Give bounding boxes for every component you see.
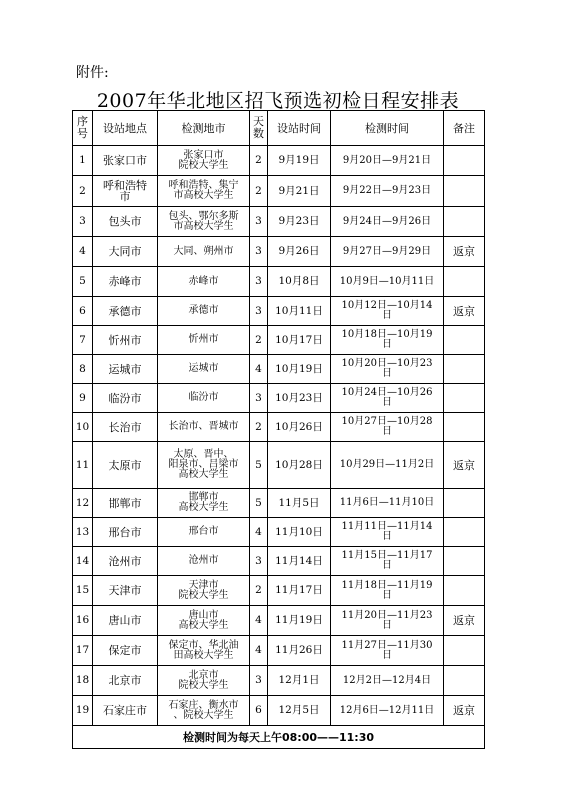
row-site: 北京市 <box>93 666 158 696</box>
table-row <box>73 547 485 576</box>
row-site: 邢台市 <box>93 518 158 547</box>
row-check-date: 10月29日—11月2日 <box>331 442 444 489</box>
table-row <box>73 489 485 518</box>
row-setup-date: 9月21日 <box>268 176 331 207</box>
row-number: 8 <box>73 355 93 384</box>
col-header-days: 天 数 <box>250 111 268 146</box>
row-setup-date: 10月28日 <box>268 442 331 489</box>
table-row <box>73 237 485 267</box>
row-cities: 承德市 <box>158 297 250 326</box>
row-number: 2 <box>73 176 93 207</box>
table-row <box>73 518 485 547</box>
row-days: 2 <box>250 176 268 207</box>
row-check-date: 11月27日—11月30 日 <box>331 636 444 666</box>
row-days: 2 <box>250 146 268 176</box>
row-check-date: 9月24日—9月26日 <box>331 207 444 237</box>
row-note: 返京 <box>444 297 485 326</box>
row-number: 1 <box>73 146 93 176</box>
row-note <box>444 489 485 518</box>
row-cities: 保定市、华北油 田高校大学生 <box>158 636 250 666</box>
table-header-row <box>73 111 485 146</box>
row-cities: 呼和浩特、集宁 市高校大学生 <box>158 176 250 207</box>
row-check-date: 10月27日—10月28 日 <box>331 413 444 442</box>
table-row <box>73 146 485 176</box>
row-note <box>444 355 485 384</box>
row-note <box>444 576 485 606</box>
row-setup-date: 11月17日 <box>268 576 331 606</box>
row-setup-date: 12月5日 <box>268 696 331 726</box>
row-check-date: 10月12日—10月14 日 <box>331 297 444 326</box>
row-note <box>444 267 485 297</box>
row-site: 运城市 <box>93 355 158 384</box>
row-note <box>444 384 485 413</box>
table-row <box>73 207 485 237</box>
row-setup-date: 9月26日 <box>268 237 331 267</box>
table-row <box>73 326 485 355</box>
row-days: 3 <box>250 666 268 696</box>
row-number: 17 <box>73 636 93 666</box>
table-row <box>73 696 485 726</box>
row-days: 3 <box>250 267 268 297</box>
row-cities: 张家口市 院校大学生 <box>158 146 250 176</box>
row-setup-date: 10月26日 <box>268 413 331 442</box>
row-days: 4 <box>250 606 268 636</box>
row-cities: 赤峰市 <box>158 267 250 297</box>
row-days: 6 <box>250 696 268 726</box>
table-row <box>73 297 485 326</box>
row-cities: 沧州市 <box>158 547 250 576</box>
row-note <box>444 413 485 442</box>
row-cities: 邯郸市 高校大学生 <box>158 489 250 518</box>
row-site: 天津市 <box>93 576 158 606</box>
row-days: 4 <box>250 636 268 666</box>
row-note <box>444 176 485 207</box>
col-header-cities: 检测地市 <box>158 111 250 146</box>
row-number: 14 <box>73 547 93 576</box>
row-number: 10 <box>73 413 93 442</box>
row-setup-date: 11月26日 <box>268 636 331 666</box>
table-row <box>73 355 485 384</box>
row-note <box>444 207 485 237</box>
row-site: 石家庄市 <box>93 696 158 726</box>
row-number: 16 <box>73 606 93 636</box>
row-days: 4 <box>250 518 268 547</box>
row-check-date: 12月2日—12月4日 <box>331 666 444 696</box>
row-setup-date: 10月23日 <box>268 384 331 413</box>
row-days: 3 <box>250 547 268 576</box>
schedule-table <box>72 110 485 749</box>
table-row <box>73 413 485 442</box>
row-site: 赤峰市 <box>93 267 158 297</box>
row-note: 返京 <box>444 696 485 726</box>
row-cities: 唐山市 高校大学生 <box>158 606 250 636</box>
row-days: 3 <box>250 207 268 237</box>
row-setup-date: 11月19日 <box>268 606 331 636</box>
col-header-number: 序 号 <box>73 111 93 146</box>
row-site: 忻州市 <box>93 326 158 355</box>
table-row <box>73 267 485 297</box>
row-cities: 太原、晋中、 阳泉市、吕梁市 高校大学生 <box>158 442 250 489</box>
row-number: 15 <box>73 576 93 606</box>
row-site: 长治市 <box>93 413 158 442</box>
row-check-date: 9月22日—9月23日 <box>331 176 444 207</box>
row-setup-date: 10月17日 <box>268 326 331 355</box>
row-cities: 临汾市 <box>158 384 250 413</box>
table-row <box>73 636 485 666</box>
row-setup-date: 11月14日 <box>268 547 331 576</box>
row-check-date: 10月18日—10月19 日 <box>331 326 444 355</box>
row-days: 5 <box>250 442 268 489</box>
row-note: 返京 <box>444 606 485 636</box>
row-days: 3 <box>250 237 268 267</box>
row-number: 12 <box>73 489 93 518</box>
col-header-site: 设站地点 <box>93 111 158 146</box>
row-site: 大同市 <box>93 237 158 267</box>
row-number: 11 <box>73 442 93 489</box>
row-note <box>444 547 485 576</box>
schedule-rows <box>73 146 485 726</box>
row-cities: 运城市 <box>158 355 250 384</box>
row-cities: 忻州市 <box>158 326 250 355</box>
row-days: 5 <box>250 489 268 518</box>
row-check-date: 11月18日—11月19 日 <box>331 576 444 606</box>
row-number: 7 <box>73 326 93 355</box>
footer-note: 检测时间为每天上午08:00——11:30 <box>73 726 485 749</box>
table-row <box>73 384 485 413</box>
row-note <box>444 146 485 176</box>
row-check-date: 11月15日—11月17 日 <box>331 547 444 576</box>
row-site: 保定市 <box>93 636 158 666</box>
row-cities: 大同、朔州市 <box>158 237 250 267</box>
row-setup-date: 10月19日 <box>268 355 331 384</box>
row-setup-date: 11月5日 <box>268 489 331 518</box>
row-setup-date: 11月10日 <box>268 518 331 547</box>
row-number: 3 <box>73 207 93 237</box>
row-number: 5 <box>73 267 93 297</box>
row-days: 2 <box>250 326 268 355</box>
table-row <box>73 176 485 207</box>
row-number: 4 <box>73 237 93 267</box>
row-cities: 天津市 院校大学生 <box>158 576 250 606</box>
attachment-label: 附件: <box>76 65 109 81</box>
row-check-date: 12月6日—12月11日 <box>331 696 444 726</box>
table-row <box>73 442 485 489</box>
row-cities: 长治市、晋城市 <box>158 413 250 442</box>
row-check-date: 10月20日—10月23 日 <box>331 355 444 384</box>
row-site: 临汾市 <box>93 384 158 413</box>
row-site: 太原市 <box>93 442 158 489</box>
col-header-setup-date: 设站时间 <box>268 111 331 146</box>
row-check-date: 11月20日—11月23 日 <box>331 606 444 636</box>
row-days: 3 <box>250 384 268 413</box>
row-number: 13 <box>73 518 93 547</box>
row-note <box>444 636 485 666</box>
col-header-check-date: 检测时间 <box>331 111 444 146</box>
row-site: 邯郸市 <box>93 489 158 518</box>
row-note: 返京 <box>444 237 485 267</box>
row-cities: 邢台市 <box>158 518 250 547</box>
row-setup-date: 10月8日 <box>268 267 331 297</box>
row-setup-date: 9月19日 <box>268 146 331 176</box>
row-number: 6 <box>73 297 93 326</box>
row-note <box>444 326 485 355</box>
col-header-note: 备注 <box>444 111 485 146</box>
row-days: 2 <box>250 576 268 606</box>
row-note: 返京 <box>444 442 485 489</box>
row-check-date: 11月6日—11月10日 <box>331 489 444 518</box>
row-site: 张家口市 <box>93 146 158 176</box>
row-cities: 包头、鄂尔多斯 市高校大学生 <box>158 207 250 237</box>
row-check-date: 11月11日—11月14 日 <box>331 518 444 547</box>
row-note <box>444 666 485 696</box>
row-days: 3 <box>250 297 268 326</box>
row-note <box>444 518 485 547</box>
table-row <box>73 606 485 636</box>
page-title: 2007年华北地区招飞预选初检日程安排表 <box>96 90 460 112</box>
row-site: 唐山市 <box>93 606 158 636</box>
table-row <box>73 576 485 606</box>
row-site: 沧州市 <box>93 547 158 576</box>
row-number: 19 <box>73 696 93 726</box>
row-setup-date: 9月23日 <box>268 207 331 237</box>
row-check-date: 9月20日—9月21日 <box>331 146 444 176</box>
row-number: 9 <box>73 384 93 413</box>
row-site: 呼和浩特 市 <box>93 176 158 207</box>
table-row <box>73 666 485 696</box>
row-cities: 北京市 院校大学生 <box>158 666 250 696</box>
footer-row <box>73 726 485 749</box>
row-check-date: 10月24日—10月26 日 <box>331 384 444 413</box>
row-days: 4 <box>250 355 268 384</box>
row-days: 2 <box>250 413 268 442</box>
row-cities: 石家庄、衡水市 、院校大学生 <box>158 696 250 726</box>
row-site: 承德市 <box>93 297 158 326</box>
row-setup-date: 10月11日 <box>268 297 331 326</box>
row-check-date: 9月27日—9月29日 <box>331 237 444 267</box>
row-check-date: 10月9日—10月11日 <box>331 267 444 297</box>
row-setup-date: 12月1日 <box>268 666 331 696</box>
row-number: 18 <box>73 666 93 696</box>
row-site: 包头市 <box>93 207 158 237</box>
